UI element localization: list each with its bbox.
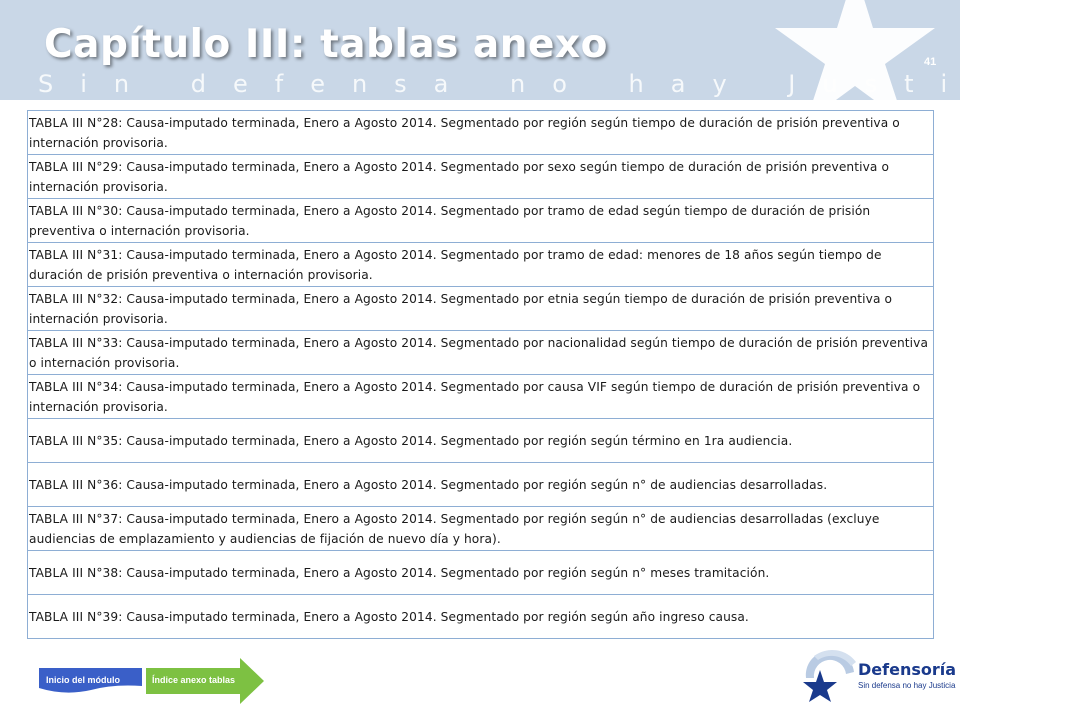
table-row[interactable] [28,111,934,155]
table-link[interactable]: TABLA III N°35: Causa-imputado terminada, Enero a Agosto 2014. Segmentado por región según término en 1ra audiencia. [28,419,934,463]
indice-anexo-button[interactable] [146,658,264,704]
inicio-modulo-button[interactable] [39,668,142,692]
header-band [0,0,1090,100]
logo-tagline: Sin defensa no hay Justicia [858,681,956,690]
table-row[interactable] [28,375,934,419]
table-row[interactable] [28,155,934,199]
page-number: 41 [924,56,937,68]
table-row[interactable] [28,331,934,375]
tables-list [27,110,934,639]
table-row[interactable] [28,199,934,243]
table-link[interactable]: TABLA III N°39: Causa-imputado terminada, Enero a Agosto 2014. Segmentado por región según año ingreso causa. [28,595,934,639]
table-link[interactable]: TABLA III N°28: Causa-imputado terminada, Enero a Agosto 2014. Segmentado por región según tiempo de duración de prisión preventiva o internación provisoria. [28,111,934,155]
table-row[interactable] [28,287,934,331]
table-link[interactable]: TABLA III N°37: Causa-imputado terminada, Enero a Agosto 2014. Segmentado por región según n° de audiencias desarrolladas (excluye audiencias de emplazamiento y audiencias de fijación de nuevo día y hora). [28,507,934,551]
table-row[interactable] [28,551,934,595]
table-row[interactable] [28,419,934,463]
defensoria-logo [796,648,960,708]
table-link[interactable]: TABLA III N°34: Causa-imputado terminada, Enero a Agosto 2014. Segmentado por causa VIF según tiempo de duración de prisión preventiva o internación provisoria. [28,375,934,419]
table-row[interactable] [28,243,934,287]
table-link[interactable]: TABLA III N°38: Causa-imputado terminada, Enero a Agosto 2014. Segmentado por región según n° meses tramitación. [28,551,934,595]
table-link[interactable]: TABLA III N°31: Causa-imputado terminada, Enero a Agosto 2014. Segmentado por tramo de edad: menores de 18 años según tiempo de duración de prisión preventiva o internación provisoria. [28,243,934,287]
table-row[interactable] [28,507,934,551]
table-link[interactable]: TABLA III N°30: Causa-imputado terminada, Enero a Agosto 2014. Segmentado por tramo de edad según tiempo de duración de prisión preventiva o internación provisoria. [28,199,934,243]
logo-name: Defensoría [858,660,957,679]
logo-emblem-icon [796,648,858,708]
motto-text: Sin defensa no hay Justicia [38,70,1090,98]
table-link[interactable]: TABLA III N°33: Causa-imputado terminada, Enero a Agosto 2014. Segmentado por nacionalidad según tiempo de duración de prisión preventiva o internación provisoria. [28,331,934,375]
indice-anexo-label: Índice anexo tablas [152,675,236,685]
table-row[interactable] [28,463,934,507]
table-link[interactable]: TABLA III N°36: Causa-imputado terminada, Enero a Agosto 2014. Segmentado por región según n° de audiencias desarrolladas. [28,463,934,507]
inicio-modulo-label: Inicio del módulo [46,675,120,685]
page-title: Capítulo III: tablas anexo [44,22,608,67]
table-link[interactable]: TABLA III N°32: Causa-imputado terminada, Enero a Agosto 2014. Segmentado por etnia según tiempo de duración de prisión preventiva o internación provisoria. [28,287,934,331]
table-link[interactable]: TABLA III N°29: Causa-imputado terminada, Enero a Agosto 2014. Segmentado por sexo según tiempo de duración de prisión preventiva o internación provisoria. [28,155,934,199]
table-row[interactable] [28,595,934,639]
